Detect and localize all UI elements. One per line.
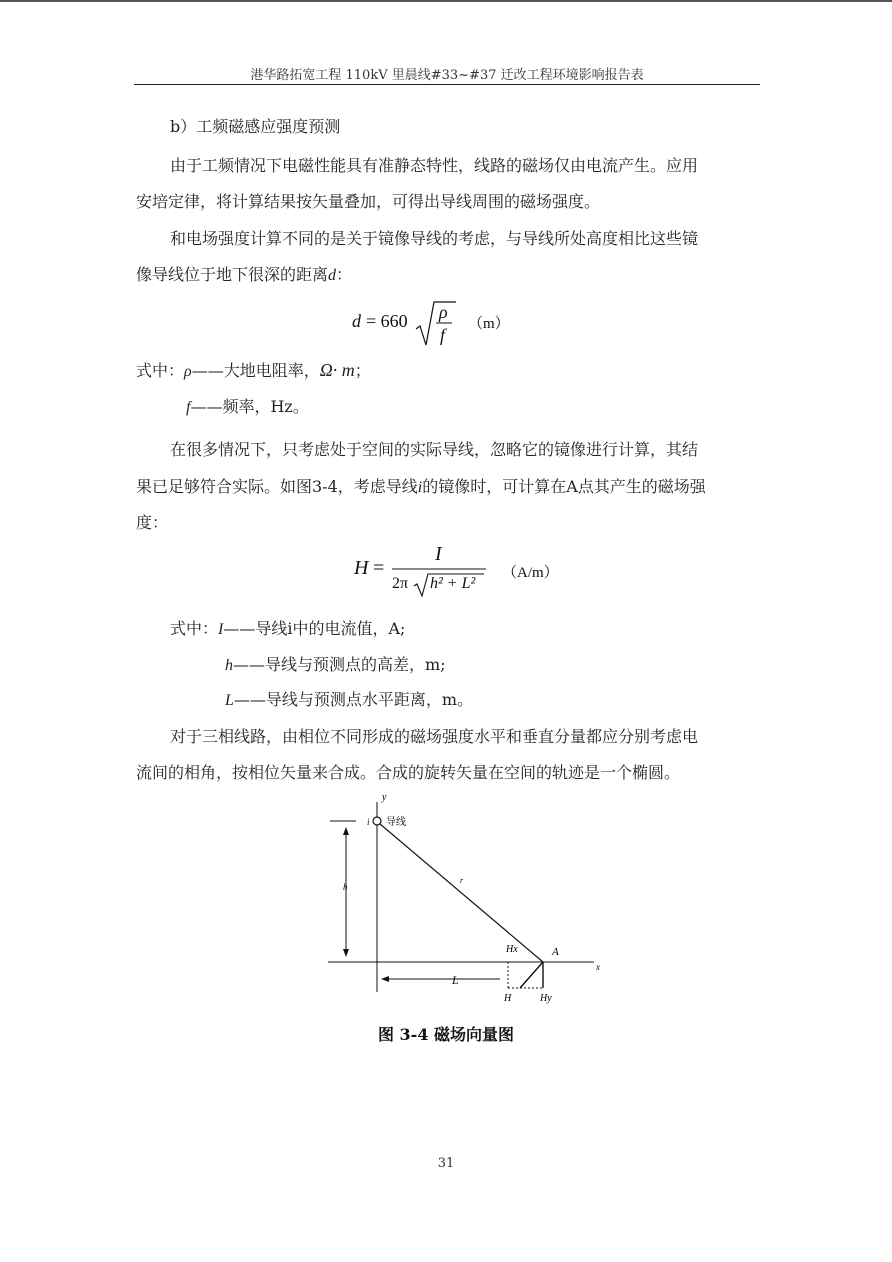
rho-end: ； bbox=[354, 361, 371, 380]
formula-d-equals: = 660 bbox=[366, 311, 408, 331]
page-header: 港华路拓宽工程 110kV 里晨线#33~#37 迁改工程环境影响报告表 bbox=[250, 68, 644, 83]
conductor-index-label: i bbox=[367, 817, 370, 827]
page-number: 31 bbox=[437, 1156, 455, 1171]
where-h-line bbox=[225, 655, 446, 676]
where-l-line bbox=[225, 690, 473, 711]
paragraph-4-line-2: 流间的相角，按相位矢量来合成。合成的旋转矢量在空间的轨迹是一个椭圆。 bbox=[136, 763, 681, 782]
r-label: r bbox=[460, 876, 464, 885]
paragraph-1-line-2: 安培定律，将计算结果按矢量叠加，可得出导线周围的磁场强度。 bbox=[136, 192, 601, 211]
paragraph-2-text: 像导线位于地下很深的距离 bbox=[136, 265, 329, 284]
hx-label: Hx bbox=[506, 944, 518, 955]
variable-h: h bbox=[225, 657, 233, 674]
paragraph-3-text-b: 的镜像时，可计算在A点其产生的磁场强 bbox=[422, 477, 706, 496]
formula-h-equals: = bbox=[373, 557, 385, 579]
rho-description: ——大地电阻率， bbox=[191, 361, 320, 380]
x-axis-label: x bbox=[596, 962, 600, 972]
header-rule bbox=[134, 84, 760, 85]
L-description: ——导线与预测点水平距离，m。 bbox=[233, 690, 474, 709]
conductor-label: 导线 bbox=[386, 817, 406, 828]
where-i-line bbox=[170, 619, 405, 640]
radical-sign bbox=[414, 298, 456, 350]
top-border bbox=[0, 0, 892, 2]
f-description: ——频率，Hz。 bbox=[190, 397, 309, 416]
paragraph-4-line-1: 对于三相线路，由相位不同形成的磁场强度水平和垂直分量都应分别考虑电 bbox=[170, 727, 699, 746]
where-prefix-h: 式中： bbox=[170, 619, 219, 638]
y-axis-label: y bbox=[382, 792, 387, 803]
where-rho-line bbox=[136, 360, 371, 382]
distance-line-r bbox=[380, 824, 543, 962]
paragraph-3-text-a: 果已足够符合实际。如图3-4，考虑导线 bbox=[136, 477, 418, 496]
where-f-line bbox=[186, 397, 309, 418]
paragraph-3-line-2 bbox=[136, 477, 706, 498]
formula-d-lhs: d bbox=[352, 311, 361, 331]
formula-h-lhs: H bbox=[354, 557, 369, 579]
variable-L: L bbox=[225, 692, 234, 709]
hy-label: Hy bbox=[540, 993, 552, 1004]
variable-I: I bbox=[218, 621, 224, 638]
formula-h-den-radicand: h² + L² bbox=[430, 575, 476, 592]
formula-h-den-prefix: 2π bbox=[392, 575, 409, 592]
formula-h-unit: （A/m） bbox=[502, 565, 559, 581]
h-vector-label: H bbox=[504, 993, 512, 1004]
variable-i: i bbox=[417, 479, 423, 496]
height-label: h bbox=[343, 882, 348, 892]
formula-d-numerator: ρ bbox=[439, 302, 448, 322]
where-prefix: 式中： bbox=[136, 361, 185, 380]
conductor-circle bbox=[373, 817, 381, 825]
h-description: ——导线与预测点的高差，m; bbox=[233, 655, 446, 674]
paragraph-3-line-1: 在很多情况下，只考虑处于空间的实际导线，忽略它的镜像进行计算，其结 bbox=[170, 440, 699, 459]
paragraph-2-line-2 bbox=[136, 265, 352, 286]
section-title: b）工频磁感应强度预测 bbox=[170, 117, 341, 136]
formula-h-numerator: I bbox=[435, 543, 442, 565]
l-label: L bbox=[452, 973, 459, 987]
paragraph-3-line-3: 度： bbox=[136, 513, 169, 532]
I-description: ——导线i中的电流值，A; bbox=[223, 619, 406, 638]
paragraph-2-colon: ： bbox=[336, 265, 353, 284]
formula-d-denominator: f bbox=[440, 325, 446, 345]
paragraph-1-line-1: 由于工频情况下电磁性能具有准静态特性，线路的磁场仅由电流产生。应用 bbox=[170, 156, 699, 175]
formula-d-unit: （m） bbox=[468, 316, 510, 332]
formula-d bbox=[352, 298, 552, 350]
variable-f: f bbox=[186, 399, 191, 416]
formula-h bbox=[352, 541, 572, 599]
variable-d: d bbox=[328, 267, 337, 284]
point-a-label: A bbox=[552, 946, 559, 958]
magnetic-vector-diagram bbox=[320, 790, 620, 1015]
figure-caption: 图 3-4 磁场向量图 bbox=[377, 1025, 515, 1044]
variable-rho: ρ bbox=[184, 363, 192, 380]
h-vector bbox=[520, 962, 543, 988]
rho-unit: Ω· m bbox=[319, 360, 355, 380]
paragraph-2-line-1: 和电场强度计算不同的是关于镜像导线的考虑，与导线所处高度相比这些镜 bbox=[170, 229, 699, 248]
